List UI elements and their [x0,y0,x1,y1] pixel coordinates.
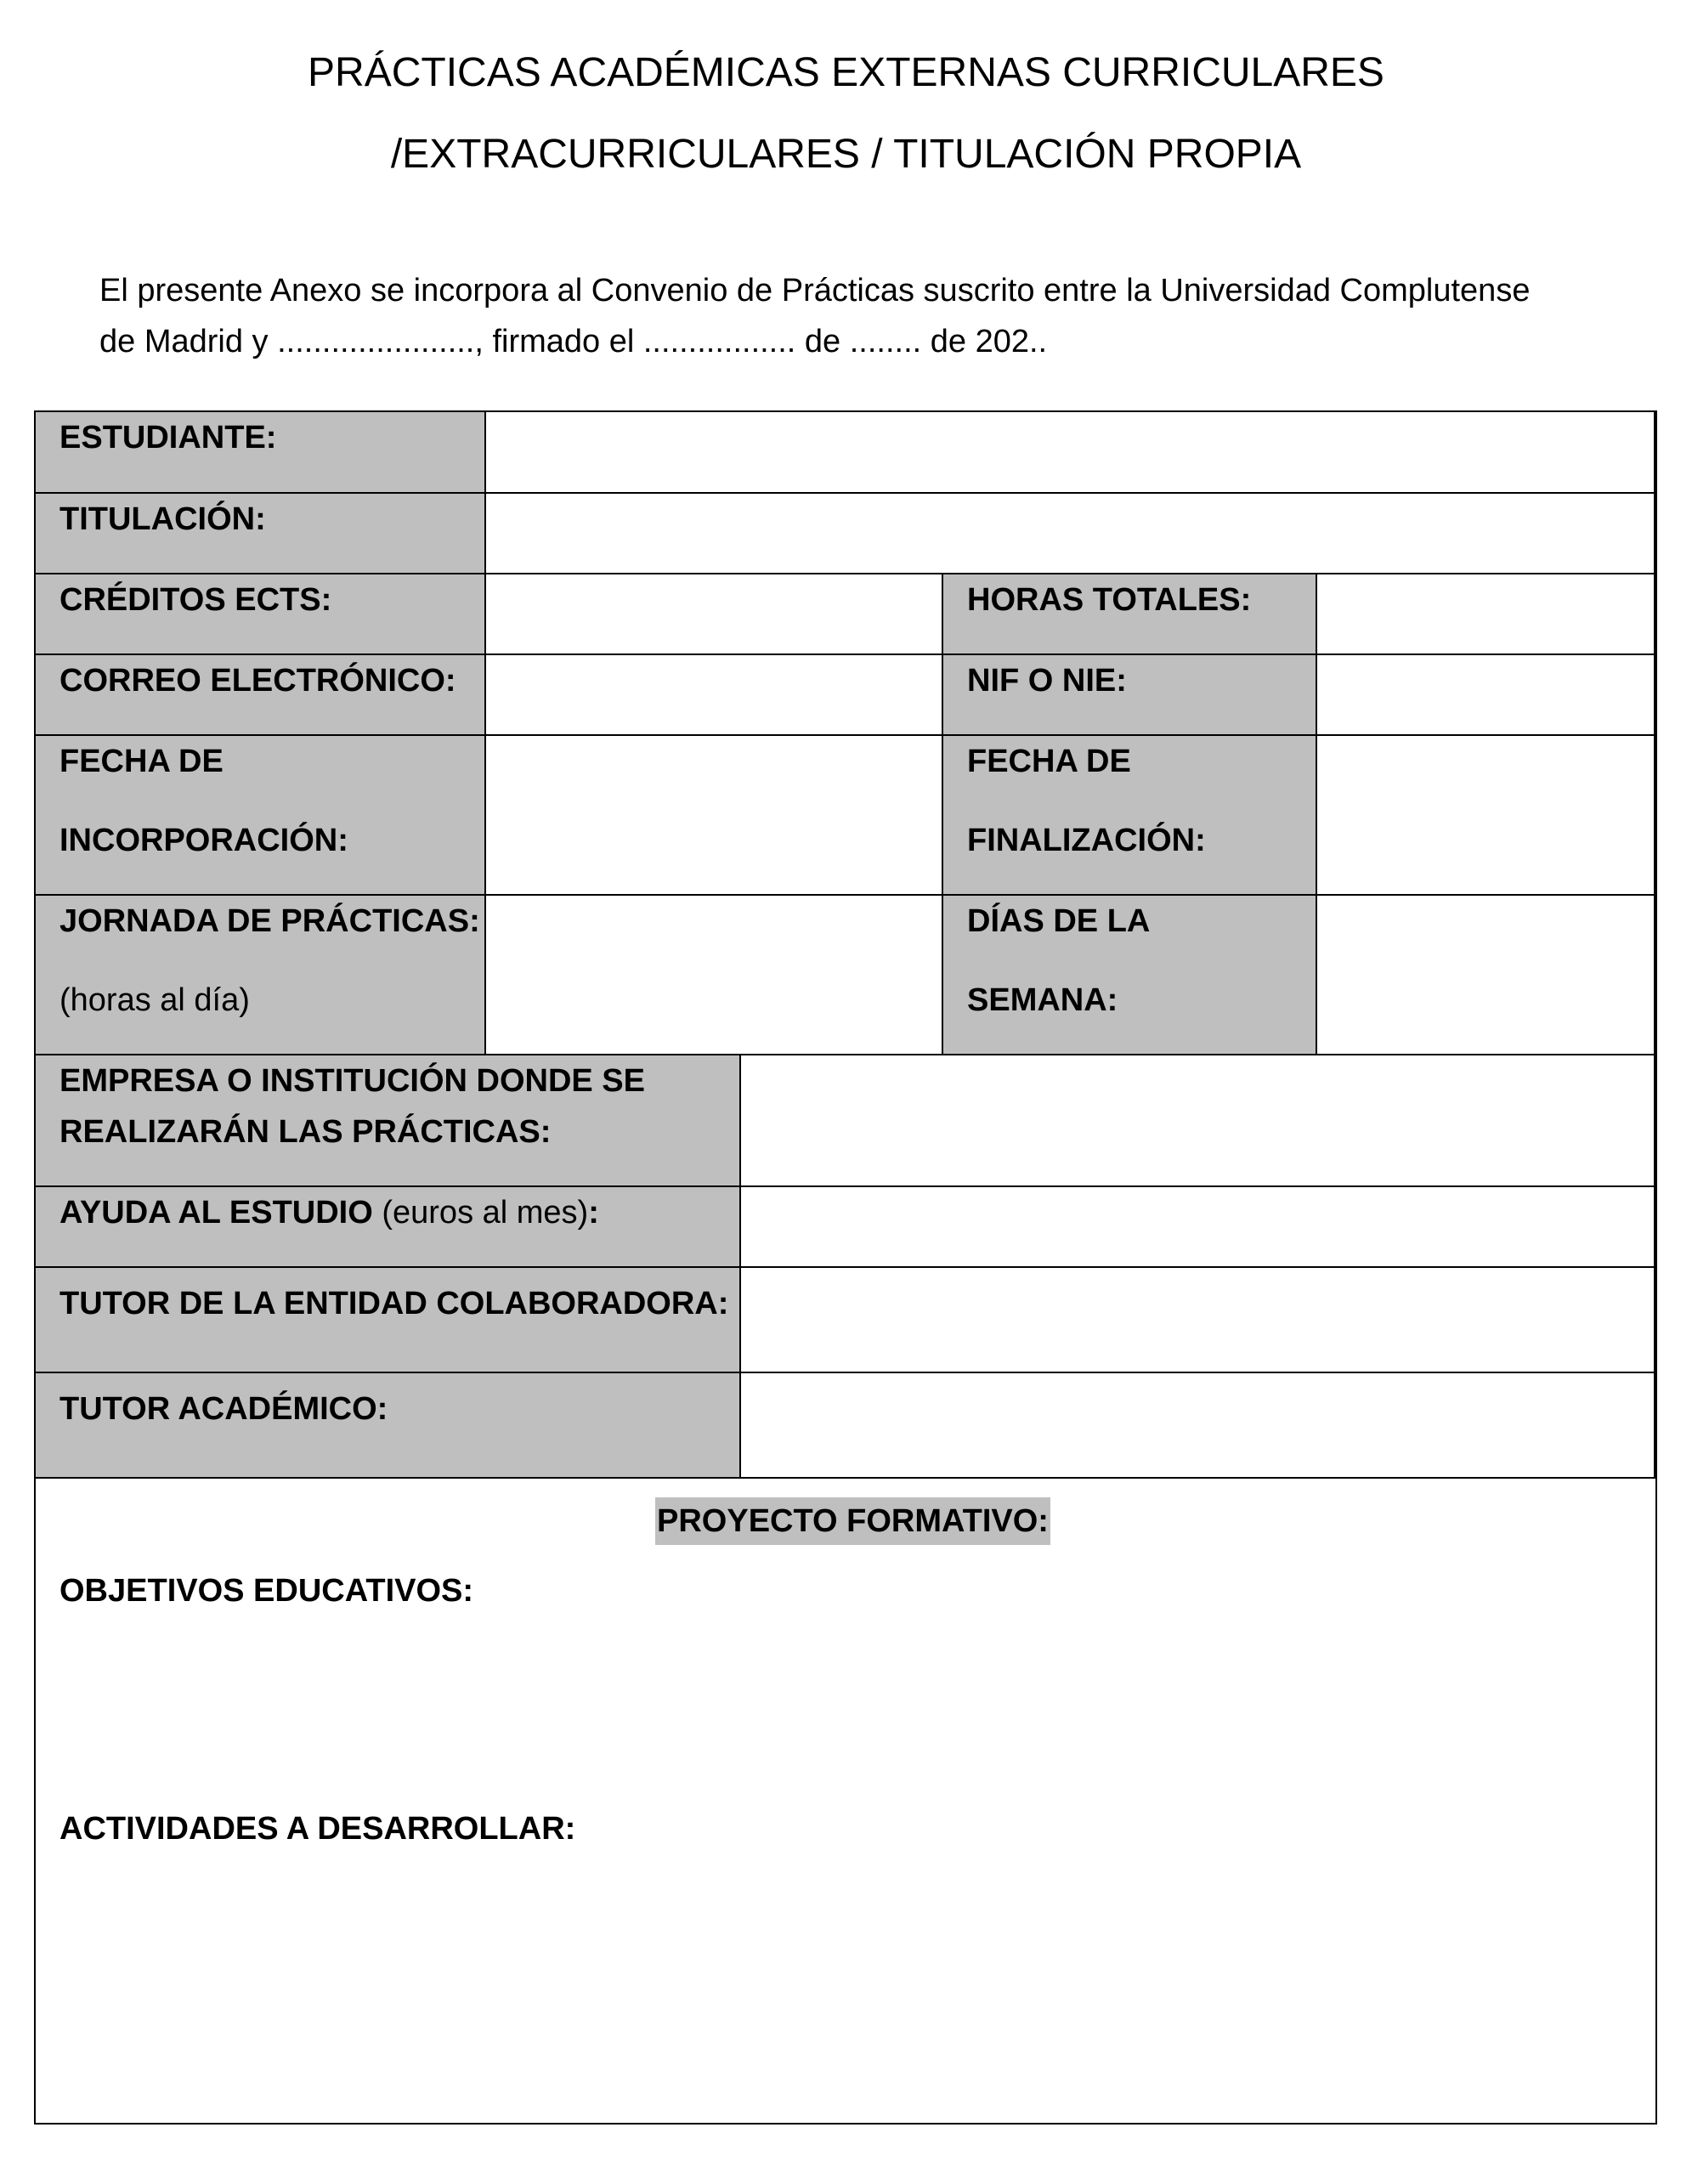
degree-label: TITULACIÓN: [59,501,266,537]
intro-paragraph [99,265,1663,367]
activities-label: ACTIVIDADES A DESARROLLAR: [59,1811,576,1847]
project-section [36,1477,1655,2123]
degree-field[interactable] [486,494,1655,574]
weekdays-label-line-1: DÍAS DE LA [967,903,1151,939]
study-aid-label: AYUDA AL ESTUDIO [59,1195,373,1231]
activities-field[interactable] [59,1859,1632,2106]
document-title-line-1: PRÁCTICAS ACADÉMICAS EXTERNAS CURRICULARES [308,50,1384,95]
schedule-label: JORNADA DE PRÁCTICAS: [59,903,480,939]
weekdays-field[interactable] [1317,896,1655,1055]
student-field[interactable] [486,412,1655,494]
end-date-label-cell [943,736,1317,896]
company-label-line-2: REALIZARÁN LAS PRÁCTICAS: [59,1114,552,1150]
ects-label: CRÉDITOS ECTS: [59,582,332,618]
academic-tutor-field[interactable] [741,1373,1655,1479]
objectives-label: OBJETIVOS EDUCATIVOS: [59,1573,474,1609]
ects-field[interactable] [486,574,943,655]
nif-label-cell [943,655,1317,736]
document-title-line-2: /EXTRACURRICULARES / TITULACIÓN PROPIA [390,132,1302,177]
company-label-cell [36,1055,741,1187]
study-aid-note: (euros al mes) [382,1195,589,1231]
start-date-label-cell [36,736,486,896]
weekdays-label-cell [943,896,1317,1055]
practice-form-table [34,410,1657,2125]
start-date-label-line-2: INCORPORACIÓN: [59,823,348,858]
nif-label: NIF O NIE: [967,663,1127,699]
intro-line-2: de Madrid y ......................, firmado el ................. de ........ de 202.. [99,324,1048,359]
entity-tutor-field[interactable] [741,1268,1655,1373]
total-hours-label: HORAS TOTALES: [967,582,1252,618]
end-date-field[interactable] [1317,736,1655,896]
academic-tutor-label-cell [36,1373,741,1479]
company-label-line-1: EMPRESA O INSTITUCIÓN DONDE SE [59,1063,645,1099]
total-hours-field[interactable] [1317,574,1655,655]
start-date-field[interactable] [486,736,943,896]
study-aid-colon: : [588,1195,599,1231]
student-label-cell [36,412,486,494]
schedule-field[interactable] [486,896,943,1055]
schedule-note: (horas al día) [59,982,250,1018]
intro-line-1: El presente Anexo se incorpora al Convenio de Prácticas suscrito entre la Universidad Complutense [99,273,1531,308]
study-aid-field[interactable] [741,1187,1655,1268]
project-heading: PROYECTO FORMATIVO: [655,1497,1050,1545]
end-date-label-line-1: FECHA DE [967,744,1131,779]
email-label-cell [36,655,486,736]
degree-label-cell [36,494,486,574]
company-field[interactable] [741,1055,1655,1187]
schedule-label-cell [36,896,486,1055]
weekdays-label-line-2: SEMANA: [967,982,1118,1018]
entity-tutor-label-cell [36,1268,741,1373]
start-date-label-line-1: FECHA DE [59,744,224,779]
email-field[interactable] [486,655,943,736]
entity-tutor-label: TUTOR DE LA ENTIDAD COLABORADORA: [59,1286,729,1321]
nif-field[interactable] [1317,655,1655,736]
total-hours-label-cell [943,574,1317,655]
email-label: CORREO ELECTRÓNICO: [59,663,456,699]
student-label: ESTUDIANTE: [59,420,277,455]
document-title [0,32,1692,195]
academic-tutor-label: TUTOR ACADÉMICO: [59,1391,388,1427]
end-date-label-line-2: FINALIZACIÓN: [967,823,1206,858]
study-aid-label-cell [36,1187,741,1268]
ects-label-cell [36,574,486,655]
objectives-field[interactable] [59,1621,1632,1791]
